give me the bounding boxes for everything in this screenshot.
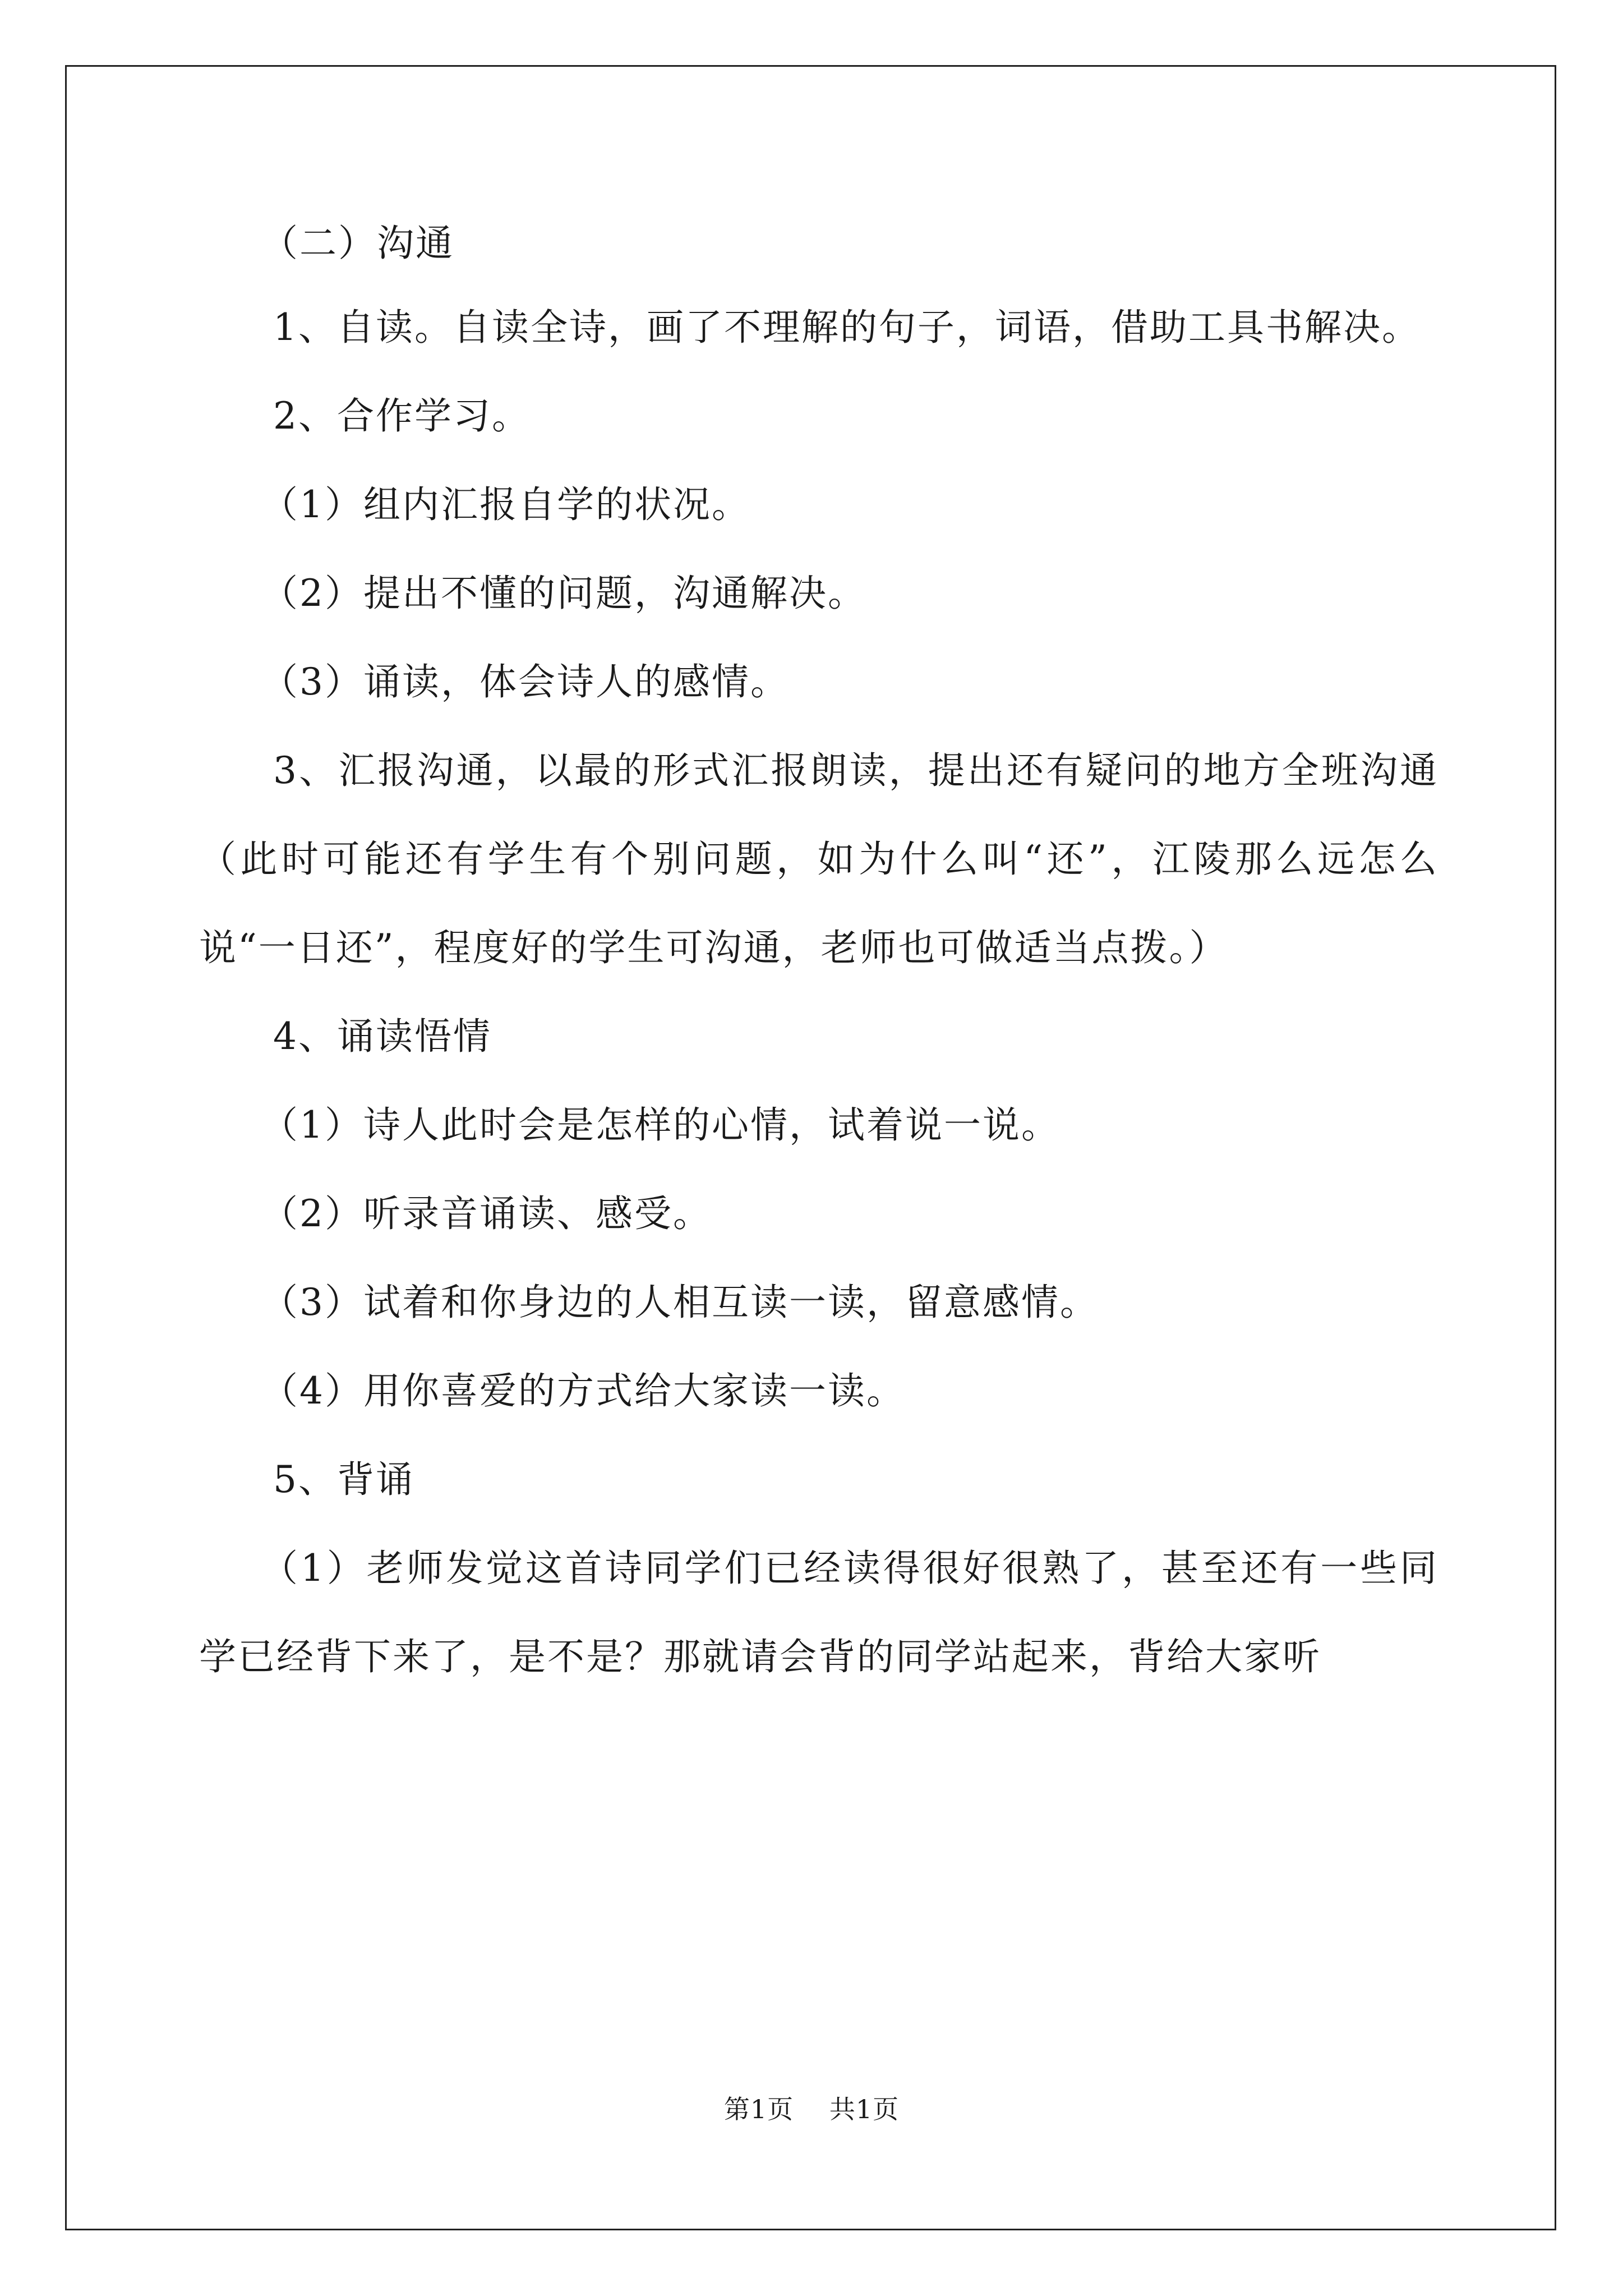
- paragraph-step-4-item-2: （2）听录音诵读、感受。: [261, 1192, 712, 1235]
- paragraph-step-4-item-3: （3）试着和你身边的人相互读一读，留意感情。: [261, 1281, 1099, 1324]
- page-total: 共1页: [829, 2094, 900, 2124]
- paragraph-step-2-item-1: （1）组内汇报自学的状况。: [261, 483, 750, 526]
- paragraph-section-heading: （二）沟通: [261, 222, 454, 265]
- paragraph-step-1: 1、自读。自读全诗，画了不理解的句子，词语，借助工具书解决。: [273, 306, 1421, 349]
- page-footer: [0, 2092, 1623, 2126]
- paragraph-step-4-item-1: （1）诗人此时会是怎样的心情，试着说一说。: [261, 1103, 1060, 1147]
- paragraph-step-2: 2、合作学习。: [273, 394, 531, 438]
- page-number: 第1页: [723, 2094, 794, 2124]
- document-body: [199, 215, 1438, 1745]
- paragraph-step-5-item-1: （1）老师发觉这首诗同学们已经读得很好很熟了，甚至还有一些同学已经背下来了，是不是？那就请会背的同学站起来，背给大家听: [199, 1547, 1438, 1678]
- paragraph-step-5: 5、背诵: [273, 1458, 414, 1501]
- paragraph-step-2-item-2: （2）提出不懂的问题，沟通解决。: [261, 572, 866, 615]
- paragraph-step-4: 4、诵读悟情: [273, 1015, 492, 1058]
- paragraph-step-3: 3、汇报沟通，以最的形式汇报朗读，提出还有疑问的地方全班沟通（此时可能还有学生有个别问题，如为什么叫“还”，江陵那么远怎么说“一日还”，程度好的学生可沟通，老师也可做适当点拨。）: [199, 749, 1438, 969]
- paragraph-step-4-item-4: （4）用你喜爱的方式给大家读一读。: [261, 1369, 905, 1412]
- paragraph-step-2-item-3: （3）诵读，体会诗人的感情。: [261, 660, 789, 703]
